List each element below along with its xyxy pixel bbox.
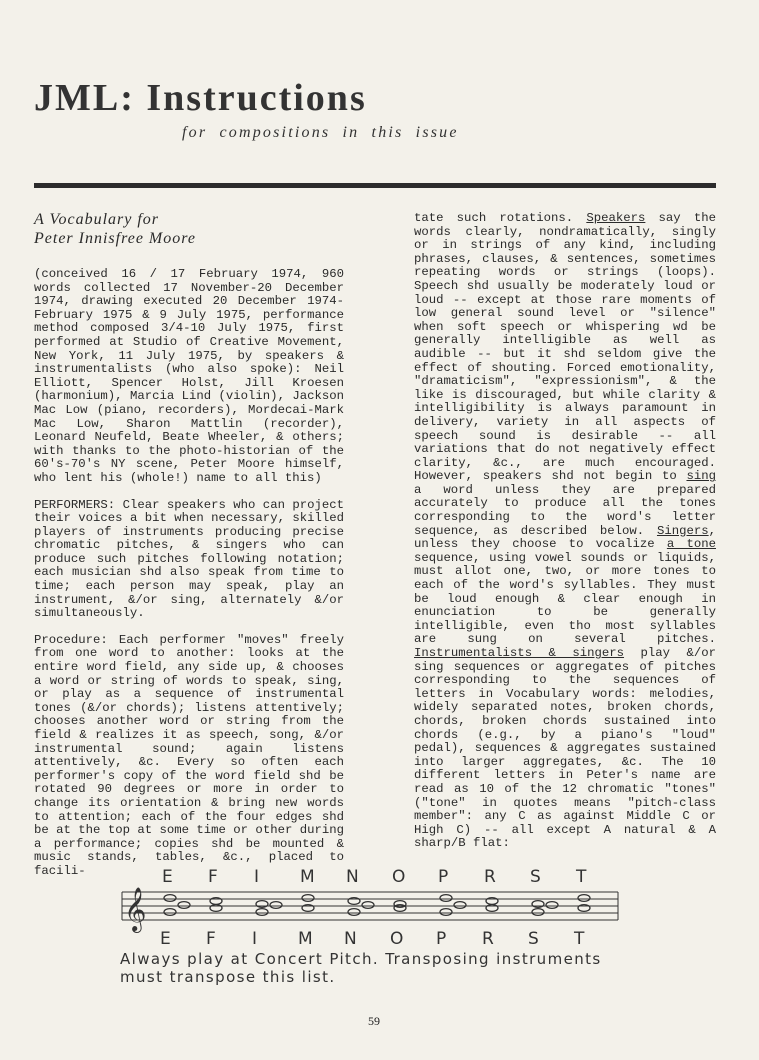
whole-note [256,909,268,916]
text-run: a word unless they are prepared accurately to produce all the tones corresponding to the word's letter sequence, as described below. [414,482,716,538]
whole-note [178,902,190,909]
right-column [414,212,716,864]
music-staff [118,858,638,948]
whole-note [362,902,374,909]
whole-note [164,909,176,916]
instructions-paragraph [414,212,716,851]
intro-paragraph: (conceived 16 / 17 February 1974, 960 words collected 17 November-20 December 1974, drawing executed 20 December 1974-February 1975 & 9 July 1975, performance method composed 3/4-10 July 1975, first performed at Studio of Creative Movement, New York, 11 July 1975, by speakers & instrumentalists (who also spoke): Neil Elliott, Spencer Holst, Jill Kroesen (harmonium), Marcia Lind (violin), Jackson Mac Low (piano, recorders), Mordecai-Mark Mac Low, Sharon Mattlin (recorder), Leonard Neufeld, Beate Wheeler, & others; with thanks to the photo-historian of the 60's-70's NY scene, Peter Moore himself, who lent his (whole!) name to all this) [34,267,344,485]
letter-label-bottom: M [298,929,313,948]
letter-label-top: P [438,867,449,887]
performers-paragraph: PERFORMERS: Clear speakers who can project their voices a bit when necessary, skilled players of instruments producing precise chromatic pitches, & singers who can produce such pitches following notation; each musician shd also speak from time to time; each person may speak, play an instrument, &/or sing, alternately &/or simultaneously. [34,497,344,621]
whole-note [454,902,466,909]
left-column [34,210,344,892]
handwritten-note: Always play at Concert Pitch. Transposing instruments must transpose this list. [120,950,602,986]
text-run: say the words clearly, nondramatically, singly or in strings of any kind, including phrases, clauses, & sentences, sometimes repeating words or strings (loops). Speech shd usually be moderately loud or loud -- except at those rare moments of low general sound level or "silence" when soft speech or whispering wd be generally intelligible as well as audible -- but it shd seldom give the effect of shouting. Forced emotionality, "dramaticism", "expressionism", & the like is discouraged, but while clarity & intelligibility is always paramount in delivery, variety in all aspects of speech sound is desirable -- all variations that do not negatively effect clarity, &c., are much encouraged. However, speakers shd not begin to [414,211,716,484]
header-rule [34,183,716,188]
letter-label-top: S [530,867,541,887]
whole-note [270,902,282,909]
letter-label-top: O [392,867,406,887]
letter-label-bottom: E [160,929,171,948]
letter-label-top: E [162,867,173,887]
whole-note [546,902,558,909]
article-heading: A Vocabulary for Peter Innisfree Moore [34,211,196,247]
letter-label-bottom: N [344,929,357,948]
whole-note [532,909,544,916]
treble-clef: 𝄞 [124,887,147,931]
page-title: JML: Instructions [34,77,367,119]
text-run: tate such rotations. [414,211,574,225]
letter-label-bottom: S [528,929,539,948]
letter-label-bottom: P [436,929,447,948]
letter-label-top: I [254,867,260,887]
letter-label-bottom: F [206,929,216,948]
letter-label-top: T [576,867,587,887]
letter-label-bottom: T [574,929,585,948]
letter-label-top: N [346,867,359,887]
text-run: sequence, using vowel sounds or liquids, must allot one, two, or more tones to each of the word's syllables. They must be loud enough & clear enough in enunciation to be generally intelligible, even tho most syllables are sung on several pitches. [414,550,716,647]
whole-note [440,909,452,916]
letter-label-bottom: R [482,929,494,948]
text-run: play &/or sing sequences or aggregates of pitches corresponding to the sequences of letters in Vocabulary words: melodies, widely separated notes, broken chords, chords, broken chords sustained into chords (e.g., by a piano's "loud" pedal), sequences & aggregates sustained into larger aggregates, &c. The 10 different letters in Peter's name are read as 10 of the 12 chromatic "tones" ("tone" in quotes means "pitch-class member": any C as against Middle C or High C) -- all except A natural & A sharp/B flat: [414,646,716,851]
letter-label-bottom: I [252,929,258,948]
letter-label-top: F [208,867,218,887]
whole-note [348,909,360,916]
speakers-label: Speakers [586,211,646,225]
instrumentalists-label: Instrumentalists & singers [414,646,625,660]
page-subtitle: for compositions in this issue [182,124,459,141]
music-notation [118,858,638,948]
letter-label-top: M [300,867,315,887]
sing-label: sing [686,469,716,484]
text-run: , unless they choose to vocalize [414,523,716,552]
letter-label-top: R [484,867,496,887]
whole-note [440,895,452,902]
singers-label: Singers [656,523,709,538]
page-number: 59 [368,1014,380,1028]
procedure-paragraph: Procedure: Each performer "moves" freely from one word to another: looks at the entire word field, any side up, & chooses a word or string of words to speak, sing, or play as a sequence of instrumental tones (&/or chords); listens attentively; chooses another word or string from the field & realizes it as speech, song, &/or instrumental sound; again listens attentively, &c. Every so often each performer's copy of the word field shd be rotated 90 degrees or more in order to change its orientation & bring new words to attention; each of the four edges shd be at the top at some time or other during a performance; copies shd be mounted & music stands, tables, &c., placed to facili- [34,632,344,878]
whole-note [578,895,590,902]
whole-note [164,895,176,902]
letter-label-bottom: O [390,929,404,948]
a-tone-label: a tone [666,537,716,552]
whole-note [302,895,314,902]
